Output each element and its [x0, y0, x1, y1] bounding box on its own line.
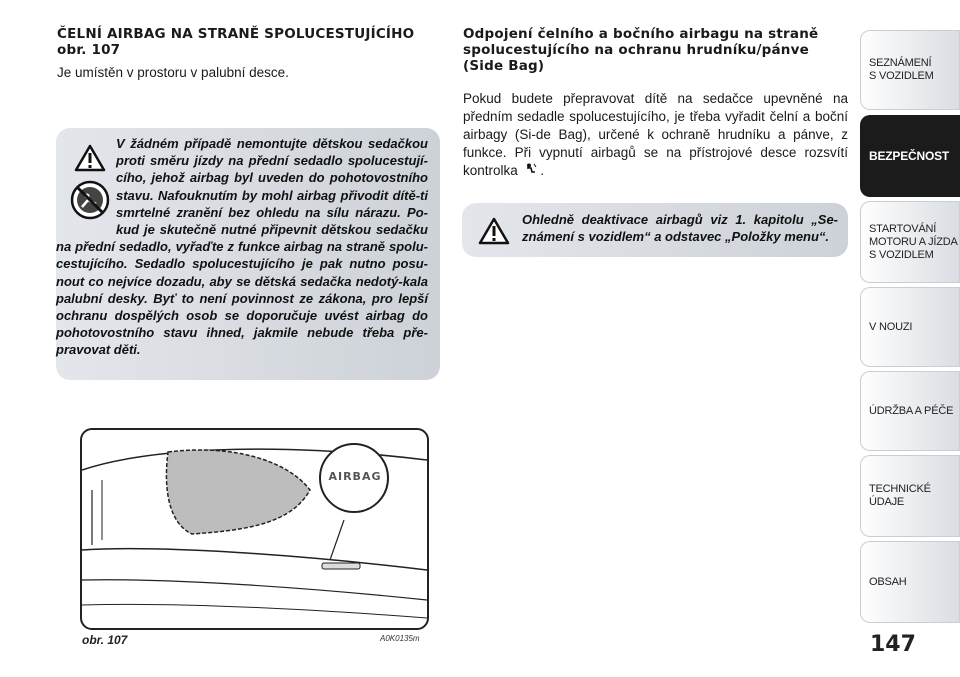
figure-caption: obr. 107: [82, 633, 128, 647]
section-heading-deactivation: Odpojení čelního a bočního airbagu na straně spolucestujícího na ochranu hrudníku/pánve (Side Bag): [463, 26, 819, 74]
section-heading-front-airbag: ČELNÍ AIRBAG NA STRANĚ SPOLUCESTUJÍCÍHO obr. 107: [57, 26, 415, 58]
sidebar-tab-technical-data[interactable]: TECHNICKÉ ÚDAJE: [860, 455, 960, 537]
dashboard-airbag-illustration: [82, 430, 427, 628]
section-text-location: Je umístěn v prostoru v palubní desce.: [57, 65, 289, 80]
child-seat-warning-text: V žádném případě nemontujte dětskou sedačkou proti směru jízdy na přední sedadlo spolucestují-cího, jehož airbag byl uveden do pohotovostního stavu. Nafouknutím by mohl airbag přivodit dítě-ti smrtelné zranění bez ohledu na sílu nárazu. Po-kud je skutečně nutné připevnit dětskou sedačku na přední sedadlo, vyřaďte z funkce airbag na straně spolu-cestujícího. Sedadlo spolucestujícího je pak nutno posu-nout co nejvíce dozadu, aby se dětská sedačka nedotý-kala palubní desky. Byť to není povinnost ze zákona, pro lepší ochranu dospělých osob se doporučuje uvést airbag do pohotovostního stavu ihned, jakmile nebude třeba pře-pravovat děti.: [56, 136, 428, 358]
sidebar-tab-starting-driving[interactable]: STARTOVÁNÍ MOTORU A JÍZDA S VOZIDLEM: [860, 201, 960, 283]
deactivation-note-box: [462, 203, 848, 257]
sidebar-tab-introduction[interactable]: SEZNÁMENÍ S VOZIDLEM: [860, 30, 960, 110]
airbag-label: AIRBAG: [328, 470, 382, 483]
warning-text-wrap: [56, 128, 440, 380]
section-text-deactivation: [463, 90, 848, 180]
deactivation-text: Pokud budete přepravovat dítě na sedačce upevněné na předním sedadle spolucestujícího, je třeba vyřadit čelní a boční airbagy (Si-de Bag), určené k ochraně hrudníku a pánve, z funkce. Při vypnutí airbagů se na přístrojové desce rozsvítí kontrolka: [463, 91, 848, 178]
dashboard-airbag-figure: [80, 428, 429, 630]
figure-code: A0K0135m: [380, 634, 420, 643]
airbag-off-warning-light-icon: [525, 163, 537, 176]
sidebar-tab-maintenance[interactable]: ÚDRŽBA A PÉČE: [860, 371, 960, 451]
child-seat-warning-box: [56, 128, 440, 380]
warning-triangle-icon: [478, 217, 510, 245]
sidebar-tab-safety[interactable]: BEZPEČNOST: [860, 115, 960, 197]
sidebar-tab-emergency[interactable]: V NOUZI: [860, 287, 960, 367]
page-number: 147: [870, 632, 916, 657]
deactivation-text-end: .: [540, 163, 545, 178]
sidebar-tab-contents[interactable]: OBSAH: [860, 541, 960, 623]
deactivation-note-text: Ohledně deaktivace airbagů viz 1. kapitolu „Se-známení s vozidlem“ a odstavec „Položky menu“.: [522, 212, 838, 245]
